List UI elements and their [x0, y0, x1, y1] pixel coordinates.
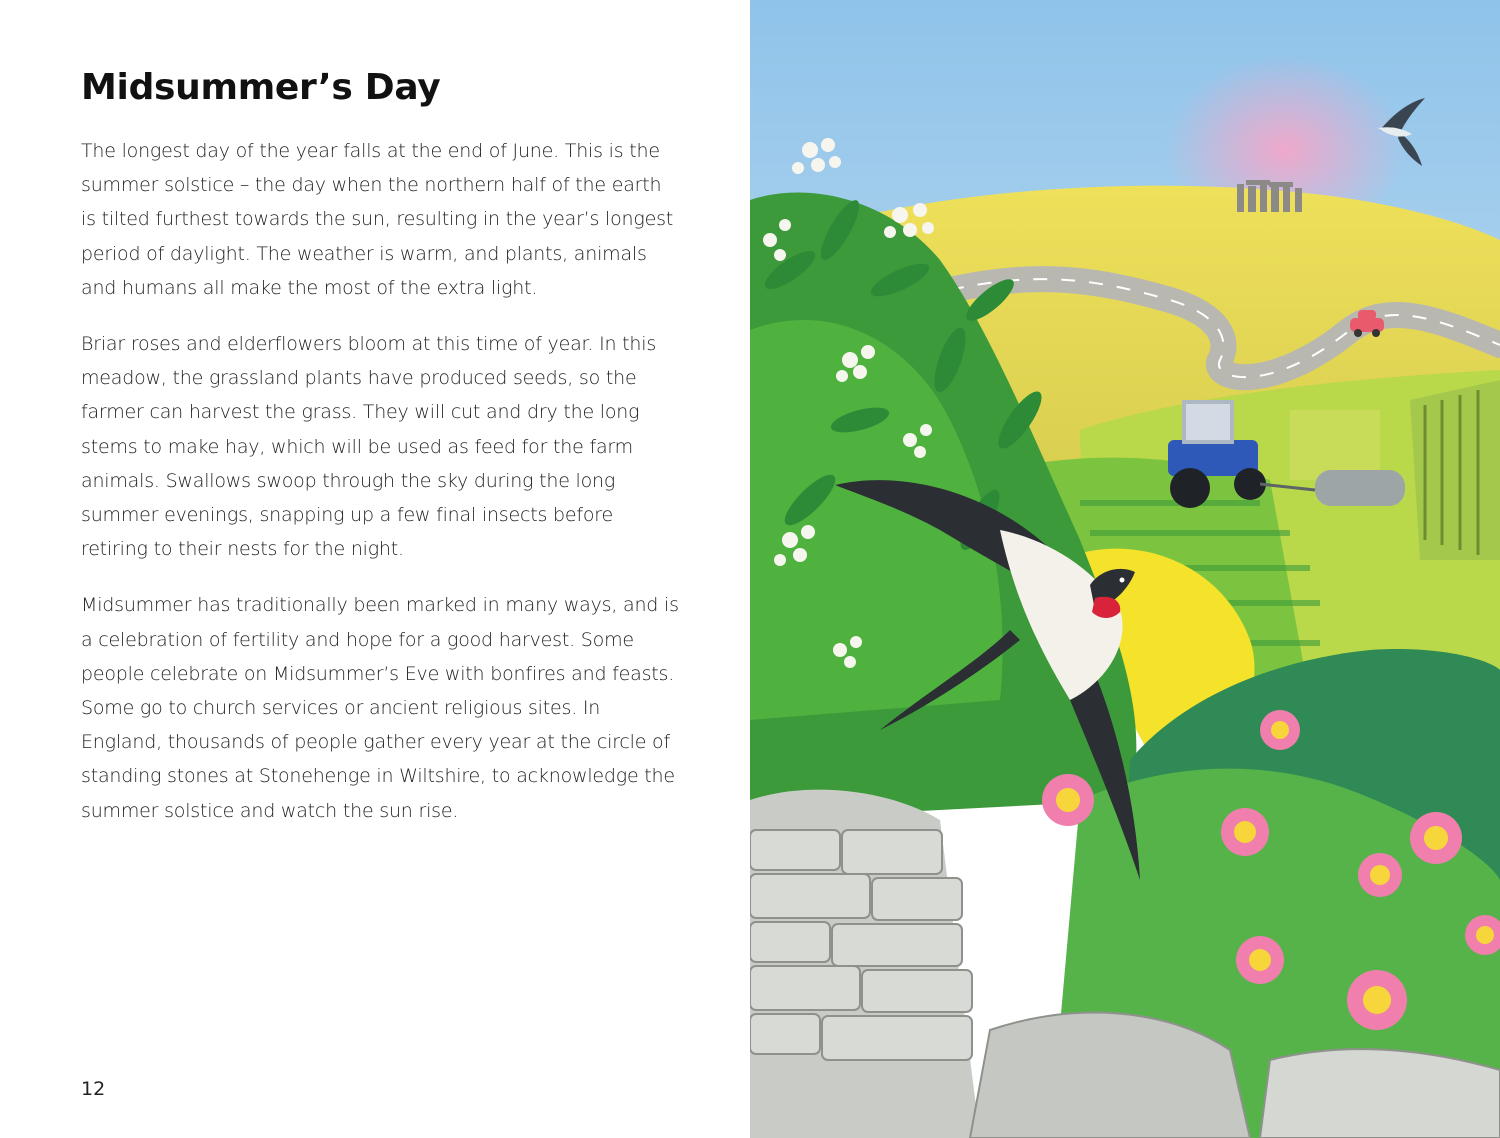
page-title: Midsummer’s Day [81, 67, 441, 108]
midsummer-illustration [750, 0, 1500, 1138]
paragraph: Briar roses and elderflowers bloom at this time of year. In this meadow, the grassland plants have produced seeds, so the farmer can harvest the grass. They will cut and dry the long stems to make hay, which will be used as feed for the farm animals. Swallows swoop through the sky during the long summer evenings, snapping up a few final insects before retiring to their nests for the night. [81, 333, 657, 561]
body-text [81, 134, 681, 850]
paragraph: Midsummer has traditionally been marked in many ways, and is a celebration of fertility and hope for a good harvest. Some people celebrate on Midsummer’s Eve with bonfires and feasts. Some go to church services or ancient religious sites. In England, thousands of people gather every year at the circle of standing stones at Stonehenge in Wiltshire, to acknowledge the summer solstice and watch the sun rise. [81, 594, 679, 822]
page-number: 12 [81, 1078, 106, 1100]
paragraph: The longest day of the year falls at the end of June. This is the summer solstice – the day when the northern half of the earth is tilted furthest towards the sun, resulting in the year’s longest period of daylight. The weather is warm, and plants, animals and humans all make the most of the extra light. [81, 140, 674, 299]
